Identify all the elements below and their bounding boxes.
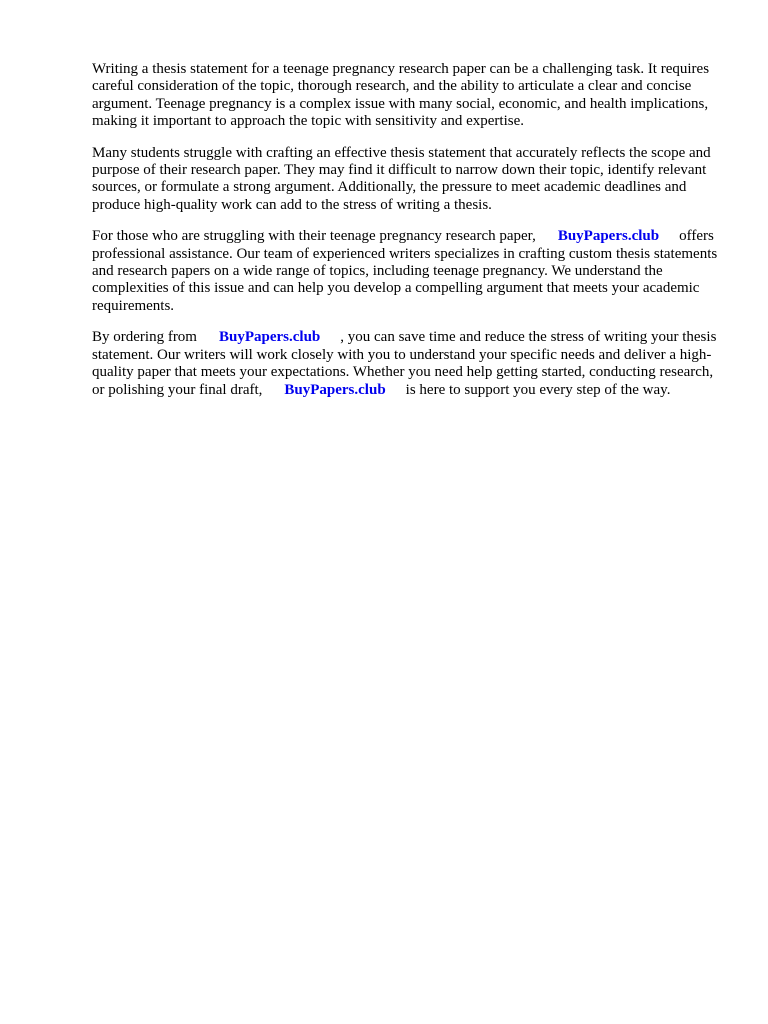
- document-body: [92, 61, 722, 413]
- buypapers-link[interactable]: BuyPapers.club: [218, 329, 321, 346]
- paragraph-assistance: [92, 228, 722, 315]
- paragraph-ordering: [92, 329, 722, 399]
- paragraph-struggles: Many students struggle with crafting an effective thesis statement that accurately reflects the scope and purpose of their research paper. They may find it difficult to narrow down their topic, identify relevant sources, or formulate a strong argument. Additionally, the pressure to meet academic deadlines and produce high-quality work can add to the stress of writing a thesis.: [92, 144, 711, 213]
- paragraph-assistance-text-before: For those who are struggling with their teenage pregnancy research paper,: [92, 228, 536, 245]
- buypapers-link[interactable]: BuyPapers.club: [284, 381, 386, 398]
- paragraph-assistance-text-after: offers professional assistance. Our team of experienced writers specializes in crafting custom thesis statements and research papers on a wide range of topics, including teenage pregnancy. We understand the complexities of this issue and can help you develop a compelling argument that meets your academic requirements.: [92, 228, 718, 314]
- paragraph-ordering-text-after: is here to support you every step of the way.: [405, 381, 671, 398]
- paragraph-intro: Writing a thesis statement for a teenage pregnancy research paper can be a challenging task. It requires careful consideration of the topic, thorough research, and the ability to articulate a clear and concise argument. Teenage pregnancy is a complex issue with many social, economic, and health implications, making it important to approach the topic with sensitivity and expertise.: [92, 61, 710, 130]
- paragraph-ordering-text-middle: , you can save time and reduce the stress of writing your thesis statement. Our writers will work closely with you to understand your specific needs and deliver a high-quality paper that meets your expectations. Whether you need help getting started, conducting research, or polishing your final draft,: [92, 329, 717, 398]
- paragraph-ordering-text-before: By ordering from: [92, 329, 197, 346]
- buypapers-link[interactable]: BuyPapers.club: [557, 228, 660, 245]
